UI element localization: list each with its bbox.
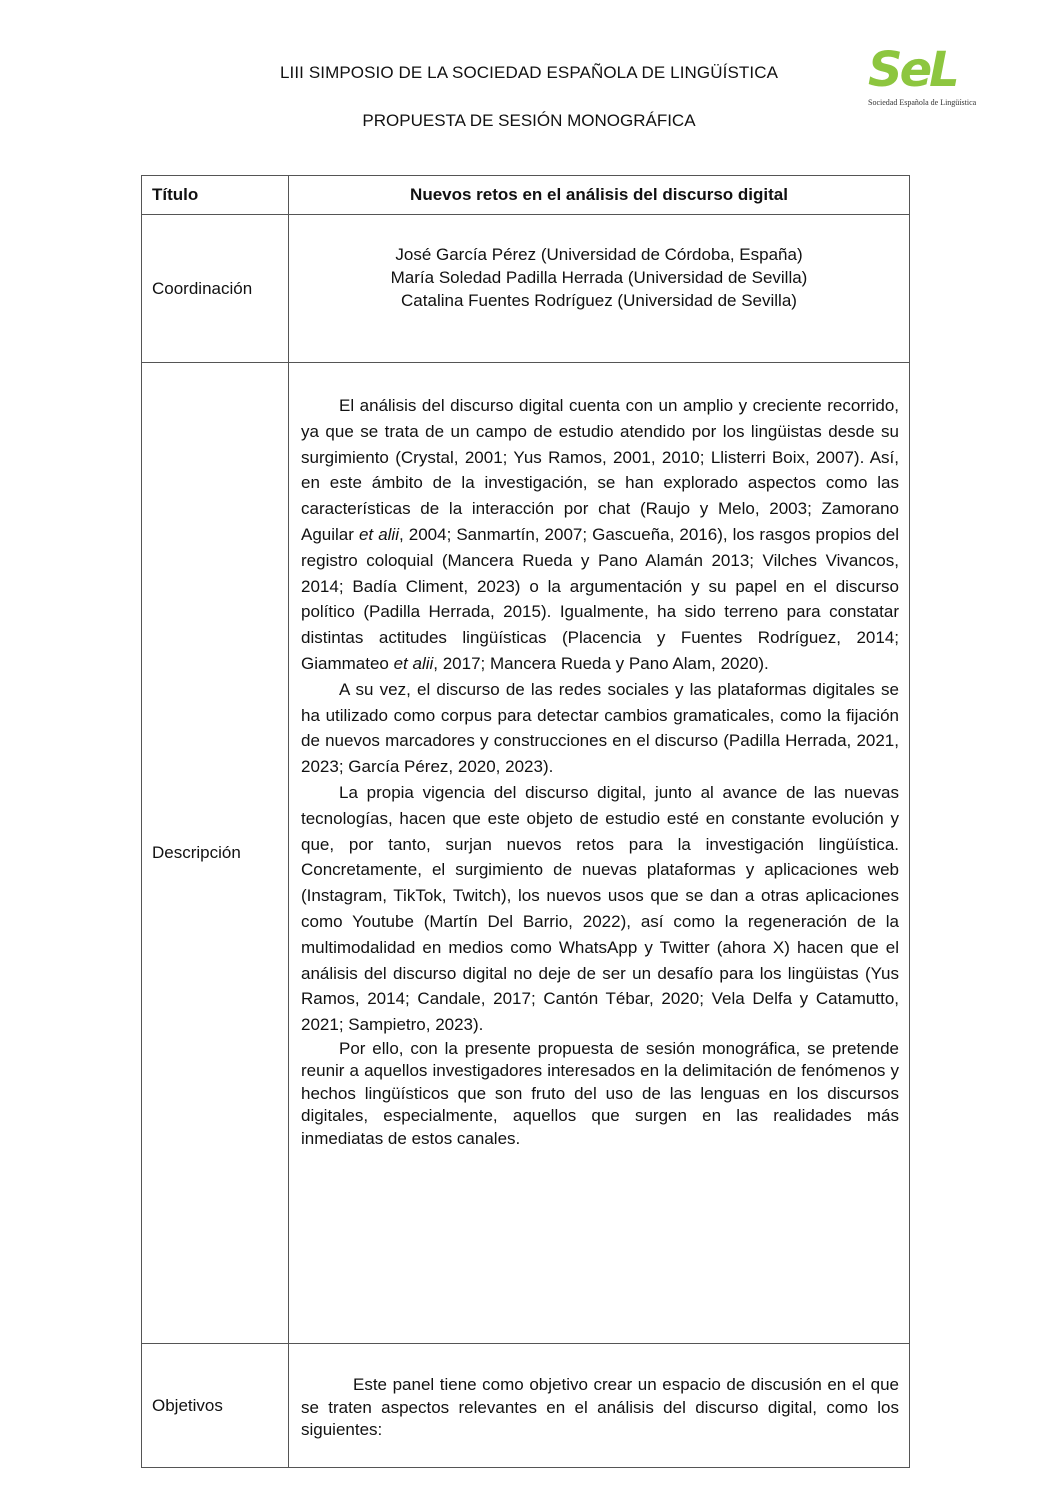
description-paragraph bbox=[301, 393, 899, 677]
proposal-table bbox=[141, 175, 910, 1468]
coordination-value bbox=[289, 215, 910, 363]
symposium-title: LIII SIMPOSIO DE LA SOCIEDAD ESPAÑOLA DE LINGÜÍSTICA bbox=[279, 63, 779, 82]
row-title bbox=[142, 176, 910, 215]
description-paragraph: A su vez, el discurso de las redes sociales y las plataformas digitales se ha utilizado como corpus para detectar cambios gramaticales, como la fijación de nuevos marcadores y construcciones en el discurso (Padilla Herrada, 2021, 2023; García Pérez, 2020, 2023). bbox=[301, 679, 899, 777]
description-label: Descripción bbox=[142, 363, 289, 1344]
sel-logo-subtitle: Sociedad Española de Lingüística bbox=[868, 98, 977, 107]
title-value: Nuevos retos en el análisis del discurso digital bbox=[289, 176, 910, 215]
coordinator: Catalina Fuentes Rodríguez (Universidad de Sevilla) bbox=[401, 291, 797, 310]
row-objectives bbox=[142, 1344, 910, 1468]
row-description bbox=[142, 363, 910, 1344]
description-paragraph: La propia vigencia del discurso digital, junto al avance de las nuevas tecnologías, hacen que este objeto de estudio esté en constante evolución y que, por tanto, surjan nuevos retos para la investigación lingüística. Concretamente, el surgimiento de nuevas plataformas y aplicaciones web (Instagram, TikTok, Twitch), los nuevos usos que se dan a otras aplicaciones como Youtube (Martín Del Barrio, 2022), así como la regeneración de la multimodalidad en medios como WhatsApp y Twitter (ahora X) hacen que el análisis del discurso digital no deje de ser un desafío para los lingüistas (Yus Ramos, 2014; Candale, 2017; Cantón Tébar, 2020; Vela Delfa y Catamutto, 2021; Sampietro, 2023). bbox=[301, 782, 899, 1035]
proposal-heading: PROPUESTA DE SESIÓN MONOGRÁFICA bbox=[362, 111, 696, 130]
sel-logo bbox=[868, 42, 980, 112]
text-run: El análisis del discurso digital cuenta con un amplio y creciente recorrido, ya que se trata de un campo de estudio atendido por los lingüistas desde su surgimiento (Crystal, 2001; Yus Ramos, 2001, 2010; Llisterri Boix, 2007). Así, en este ámbito de la investigación, se han explorado aspectos como las características de la interacción por chat (Raujo y Melo, 2003; Zamorano Aguilar bbox=[301, 396, 899, 544]
sel-logo-mark: SeL bbox=[868, 42, 957, 98]
coordinator: José García Pérez (Universidad de Córdoba, España) bbox=[395, 245, 803, 264]
text-run: , 2017; Mancera Rueda y Pano Alam, 2020). bbox=[433, 653, 769, 673]
text-run: , 2004; Sanmartín, 2007; Gascueña, 2016), los rasgos propios del registro coloquial (Mancera Rueda y Pano Alamán 2013; Vilches Vivancos, 2014; Badía Climent, 2023) o la argumentación y su papel en el discurso político (Padilla Herrada, 2015). Igualmente, ha sido terreno para constatar distintas actitudes lingüísticas (Placencia y Fuentes Rodríguez, 2014; Giammateo bbox=[301, 524, 899, 673]
coordinator: María Soledad Padilla Herrada (Universidad de Sevilla) bbox=[390, 268, 808, 287]
italic-run: et alii bbox=[358, 524, 399, 544]
description-value bbox=[289, 363, 910, 1344]
coordination-label: Coordinación bbox=[142, 215, 289, 363]
objectives-label: Objetivos bbox=[142, 1344, 289, 1468]
objectives-text: Este panel tiene como objetivo crear un espacio de discusión en el que se traten aspectos relevantes en el análisis del discurso digital, como los siguientes: bbox=[301, 1375, 899, 1439]
description-paragraph: Por ello, con la presente propuesta de sesión monográfica, se pretende reunir a aquellos investigadores interesados en la delimitación de fenómenos y hechos lingüísticos que son fruto del uso de las lenguas en los discursos digitales, especialmente, aquellos que surgen en las realidades más inmediatas de estos canales. bbox=[301, 1038, 899, 1148]
objectives-value bbox=[289, 1344, 910, 1468]
italic-run: et alii bbox=[393, 653, 434, 673]
row-coordination bbox=[142, 215, 910, 363]
title-label: Título bbox=[142, 176, 289, 215]
